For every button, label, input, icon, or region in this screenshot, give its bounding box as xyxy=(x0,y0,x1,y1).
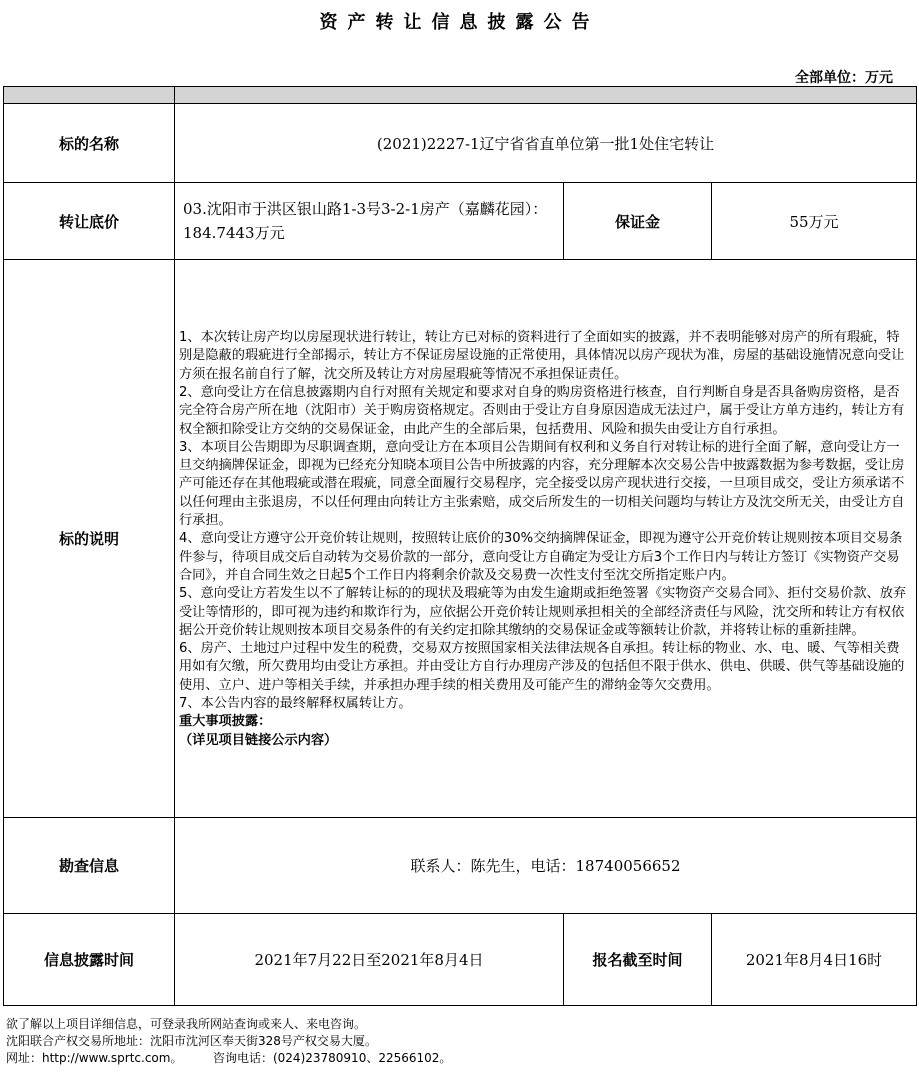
row-description xyxy=(4,260,917,818)
deadline-value: 2021年8月4日16时 xyxy=(712,914,917,1006)
header-cell xyxy=(4,87,175,104)
desc-item: 3、本项目公告期即为尽职调查期，意向受让方在本项目公告期间有权利和义务自行对转让标的进行全面了解，意向受让方一旦交纳摘牌保证金，即视为已经充分知晓本项目公告中所披露的内容，充分理解本次交易公告中披露数据为参考数据，受让房产可能还存在其他瑕疵或潜在瑕疵，同意全面履行交易程序，完全接受以房产现状进行交接，一旦项目成交，受让方须承诺不以任何理由主张退房，不以任何理由向转让方主张索赔，成交后所发生的一切相关问题均与转让方及沈交所无关，由受让方自行承担。 xyxy=(179,439,905,529)
page-title: 资产转让信息披露公告 xyxy=(319,12,600,33)
name-label: 标的名称 xyxy=(4,104,175,183)
footer xyxy=(6,1016,451,1067)
deposit-label: 保证金 xyxy=(564,183,712,260)
desc-item: 7、本公告内容的最终解释权属转让方。 xyxy=(179,696,412,712)
desc-item: 2、意向受让方在信息披露期内自行对照有关规定和要求对自身的购房资格进行核查，自行判断自身是否具备购房资格，是否完全符合房产所在地（沈阳市）关于购房资格规定。否则由于受让方自身原因造成无法过户，属于受让方单方违约，转让方有权全额扣除受让方交纳的交易保证金，由此产生的全部后果，包括费用、风险和损失由受让方自行承担。 xyxy=(179,384,905,437)
notice-table xyxy=(3,86,917,1006)
period-label: 信息披露时间 xyxy=(4,914,175,1006)
desc-item: 6、房产、土地过户过程中发生的税费，交易双方按照国家相关法律法规各自承担。转让标的物业、水、电、暖、气等相关费用如有欠缴，所欠费用均由受让方承担。并由受让方自行办理房产涉及的包括但不限于供水、供电、供暖、供气等基础设施的使用、立户、进户等相关手续，并承担办理手续的相关费用及可能产生的滞纳金等欠交费用。 xyxy=(179,641,905,693)
table-header-row xyxy=(4,87,917,104)
unit-note: 全部单位：万元 xyxy=(795,70,893,86)
desc-item: 1、本次转让房产均以房屋现状进行转让，转让方已对标的资料进行了全面如实的披露，并不表明能够对房产的所有瑕疵，特别是隐蔽的瑕疵进行全部揭示，转让方不保证房屋设施的正常使用，具体情况以房产现状为准，房屋的基础设施情况意向受让方须在报名前自行了解，沈交所及转让方对房屋瑕疵等情况不承担保证责任。 xyxy=(179,330,905,382)
period-value: 2021年7月22日至2021年8月4日 xyxy=(175,914,564,1006)
deposit-value: 55万元 xyxy=(712,183,917,260)
row-period xyxy=(4,914,917,1006)
footer-line: 欲了解以上项目详细信息，可登录我所网站查询或来人、来电咨询。 xyxy=(6,1017,367,1031)
desc-label: 标的说明 xyxy=(4,260,175,818)
price-value: 03.沈阳市于洪区银山路1-3号3-2-1房产（嘉麟花园）：184.7443万元 xyxy=(175,183,564,260)
header-cell xyxy=(175,87,917,104)
row-survey xyxy=(4,818,917,914)
survey-label: 勘查信息 xyxy=(4,818,175,914)
survey-value: 联系人：陈先生，电话：18740056652 xyxy=(175,818,917,914)
footer-line: 沈阳联合产权交易所地址：沈阳市沈河区奉天街328号产权交易大厦。 xyxy=(6,1034,377,1048)
price-label: 转让底价 xyxy=(4,183,175,260)
major-disclosure-title: 重大事项披露： xyxy=(179,714,272,730)
deadline-label: 报名截至时间 xyxy=(564,914,712,1006)
name-value: (2021)2227-1辽宁省省直单位第一批1处住宅转让 xyxy=(175,104,917,183)
row-price xyxy=(4,183,917,260)
row-name xyxy=(4,104,917,183)
major-disclosure-note: （详见项目链接公示内容） xyxy=(179,732,338,748)
desc-content xyxy=(175,260,917,818)
footer-line: 网址：http://www.sprtc.com。 咨询电话：(024)23780910、22566102。 xyxy=(6,1051,452,1065)
desc-item: 5、意向受让方若发生以不了解转让标的的现状及瑕疵等为由发生逾期或拒绝签署《实物资产交易合同》、拒付交易价款、放弃受让等情形的，即可视为违约和欺诈行为，应依据公开竞价转让规则承担相关的全部经济责任与风险，沈交所和转让方有权依据公开竞价转让规则按本项目交易条件的有关约定扣除其缴纳的交易保证金或等额转让价款，并将转让标的重新挂牌。 xyxy=(179,586,907,638)
desc-item: 4、意向受让方遵守公开竞价转让规则，按照转让底价的30%交纳摘牌保证金，即视为遵守公开竞价转让规则按本项目交易条件参与，待项目成交后自动转为交易价款的一部分，意向受让方自确定为受让方后3个工作日内与转让方签订《实物资产交易合同》，并自合同生效之日起5个工作日内将剩余价款及交易费一次性支付至沈交所指定账户内。 xyxy=(179,531,903,583)
